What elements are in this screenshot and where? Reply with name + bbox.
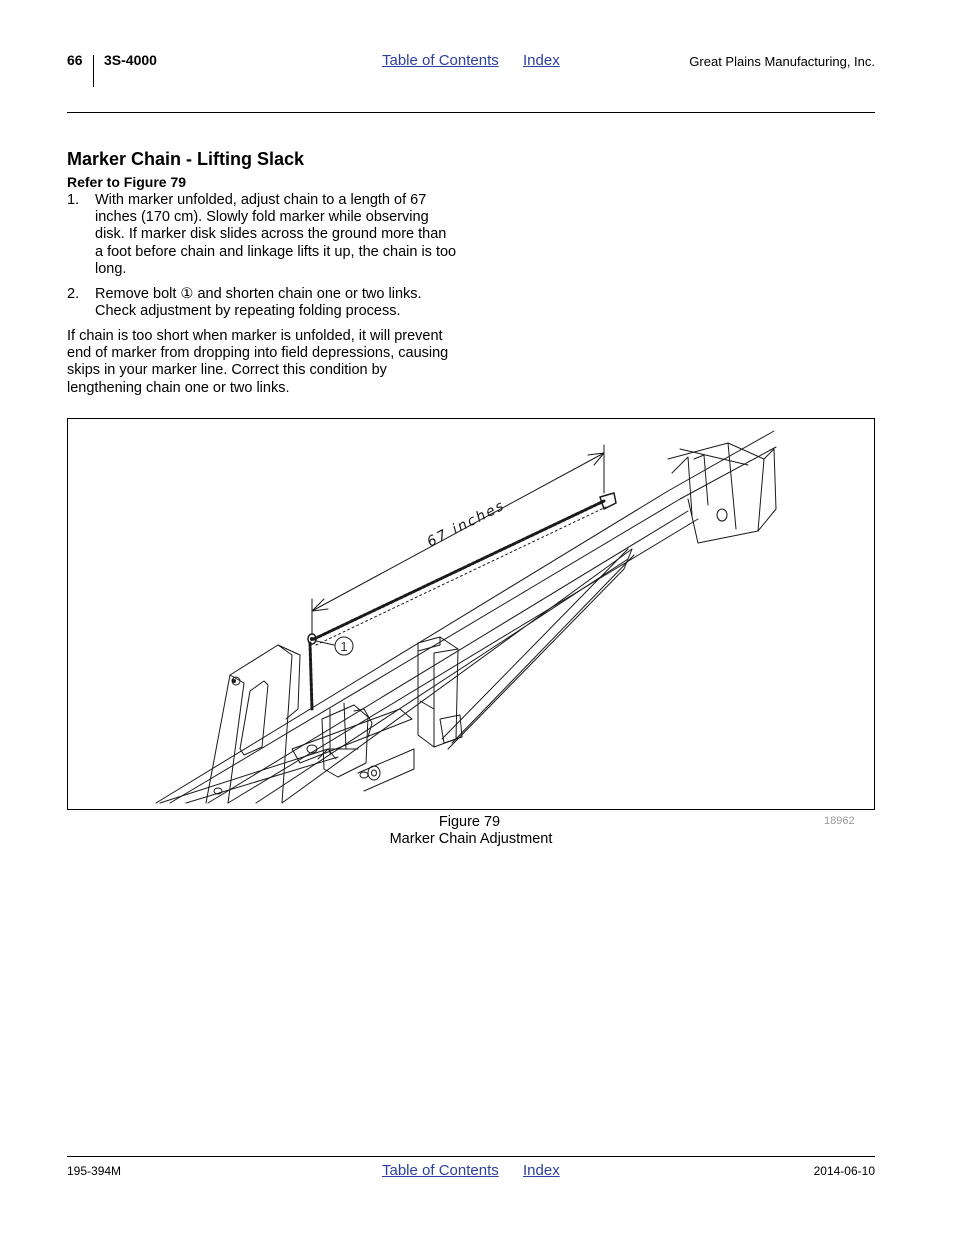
company-name: Great Plains Manufacturing, Inc. [689, 54, 875, 69]
step-number: 2. [67, 286, 80, 302]
step-number: 1. [67, 192, 80, 208]
section-title: Marker Chain - Lifting Slack [67, 149, 305, 169]
model-name: 3S-4000 [104, 52, 157, 68]
step-1 [67, 192, 457, 278]
header-toc-link[interactable]: Table of Contents [382, 52, 499, 69]
figure-number-text: Figure 79 [438, 814, 501, 830]
figure-caption: Marker Chain Adjustment [389, 831, 553, 847]
footer-rule [67, 1156, 875, 1157]
figure-frame [67, 418, 875, 810]
marker-chain-illustration [68, 419, 874, 809]
footer-toc-link[interactable]: Table of Contents [382, 1162, 499, 1179]
callout-label: 1 [340, 639, 348, 654]
publication-date: 2014-06-10 [813, 1164, 875, 1178]
footer-index-link[interactable]: Index [523, 1162, 560, 1179]
step-2 [67, 286, 457, 320]
image-code: 18962 [824, 815, 855, 827]
figure-reference: Refer to Figure 79 [67, 174, 187, 190]
dimension-label: 67 inches [424, 497, 509, 551]
figure-number [67, 814, 875, 830]
body-paragraph: If chain is too short when marker is unfolded, it will prevent end of marker from dropping into field depressions, causing skips in your marker line. Correct this condition by lengthening chain one or two links. [67, 328, 449, 396]
header-divider [93, 55, 94, 87]
step-text: With marker unfolded, adjust chain to a length of 67 inches (170 cm). Slowly fold marker while observing disk. If marker disk slides across the ground more than a foot before chain and linkage lifts it up, the chain is too long. [95, 192, 457, 277]
document-number: 195-394M [67, 1164, 122, 1178]
step-text: Remove bolt ① and shorten chain one or two links. Check adjustment by repeating folding process. [95, 286, 422, 320]
page-number: 66 [67, 52, 83, 68]
header-rule [67, 112, 875, 113]
header-index-link[interactable]: Index [523, 52, 560, 69]
